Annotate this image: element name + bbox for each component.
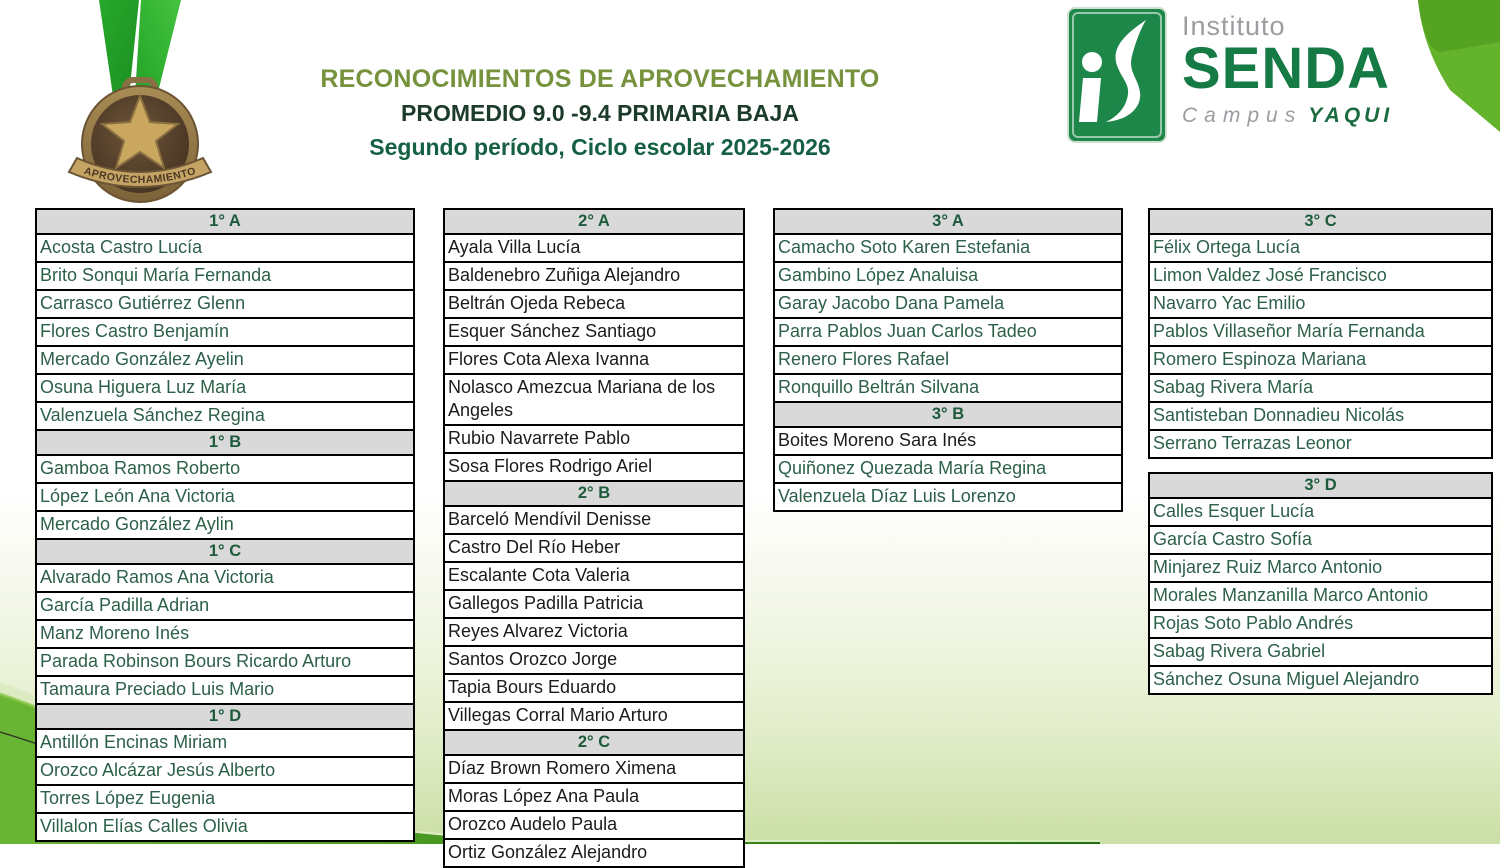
student-row: Renero Flores Rafael <box>775 347 1121 375</box>
student-row: Alvarado Ramos Ana Victoria <box>37 565 413 593</box>
student-row: Mercado González Aylin <box>37 512 413 540</box>
student-row: Mercado González Ayelin <box>37 347 413 375</box>
student-row: Garay Jacobo Dana Pamela <box>775 291 1121 319</box>
student-row: Reyes Alvarez Victoria <box>445 619 743 647</box>
group-header: 3° C <box>1150 210 1491 235</box>
student-row: Parada Robinson Bours Ricardo Arturo <box>37 649 413 677</box>
student-row: Esquer Sánchez Santiago <box>445 319 743 347</box>
title-block <box>220 62 980 164</box>
student-row: Barceló Mendívil Denisse <box>445 507 743 535</box>
group-header: 1° D <box>37 705 413 730</box>
student-row: Tapia Bours Eduardo <box>445 675 743 703</box>
group-header: 1° C <box>37 540 413 565</box>
student-row: Osuna Higuera Luz María <box>37 375 413 403</box>
student-row: Antillón Encinas Miriam <box>37 730 413 758</box>
student-row: Ronquillo Beltrán Silvana <box>775 375 1121 403</box>
student-row: Nolasco Amezcua Mariana de los Angeles <box>445 375 743 426</box>
student-row: Morales Manzanilla Marco Antonio <box>1150 583 1491 611</box>
student-row: Acosta Castro Lucía <box>37 235 413 263</box>
student-row: Sosa Flores Rodrigo Ariel <box>445 454 743 482</box>
student-row: Castro Del Río Heber <box>445 535 743 563</box>
student-row: Manz Moreno Inés <box>37 621 413 649</box>
achievement-medal-image <box>55 0 225 208</box>
student-row: Santos Orozco Jorge <box>445 647 743 675</box>
page-title: RECONOCIMIENTOS DE APROVECHAMIENTO <box>320 65 880 93</box>
student-row: Flores Castro Benjamín <box>37 319 413 347</box>
students-table <box>1148 472 1493 695</box>
student-row: Boites Moreno Sara Inés <box>775 428 1121 456</box>
school-logo <box>1066 6 1393 144</box>
students-table <box>1148 208 1493 459</box>
logo-institute-label: Instituto <box>1182 11 1286 41</box>
students-table <box>443 208 745 868</box>
group-header: 3° D <box>1150 474 1491 499</box>
group-header: 1° A <box>37 210 413 235</box>
student-row: Beltrán Ojeda Rebeca <box>445 291 743 319</box>
student-row: Sabag Rivera Gabriel <box>1150 639 1491 667</box>
student-row: Brito Sonqui María Fernanda <box>37 263 413 291</box>
page-subtitle-average: PROMEDIO 9.0 -9.4 PRIMARIA BAJA <box>401 100 799 126</box>
medal-banner-text: APROVECHAMIENTO <box>82 164 198 187</box>
group-header: 1° B <box>37 431 413 456</box>
logo-name-label: SENDA <box>1182 36 1391 101</box>
student-row: Gamboa Ramos Roberto <box>37 456 413 484</box>
student-row: Villegas Corral Mario Arturo <box>445 703 743 731</box>
column-grade-3ab <box>773 208 1123 512</box>
student-row: Rubio Navarrete Pablo <box>445 426 743 454</box>
student-row: Gallegos Padilla Patricia <box>445 591 743 619</box>
student-row: Valenzuela Díaz Luis Lorenzo <box>775 484 1121 510</box>
group-header: 2° C <box>445 731 743 756</box>
student-row: Tamaura Preciado Luis Mario <box>37 677 413 705</box>
student-row: Sabag Rivera María <box>1150 375 1491 403</box>
student-row: Serrano Terrazas Leonor <box>1150 431 1491 457</box>
student-row: Calles Esquer Lucía <box>1150 499 1491 527</box>
student-row: Minjarez Ruiz Marco Antonio <box>1150 555 1491 583</box>
logo-campus-name: YAQUI <box>1308 104 1394 127</box>
student-row: Carrasco Gutiérrez Glenn <box>37 291 413 319</box>
group-header: 3° A <box>775 210 1121 235</box>
student-row: Romero Espinoza Mariana <box>1150 347 1491 375</box>
student-row: Orozco Audelo Paula <box>445 812 743 840</box>
student-row: Torres López Eugenia <box>37 786 413 814</box>
student-row: Gambino López Analuisa <box>775 263 1121 291</box>
student-row: Ayala Villa Lucía <box>445 235 743 263</box>
student-row: Flores Cota Alexa Ivanna <box>445 347 743 375</box>
column-grade-3cd <box>1148 208 1493 695</box>
student-row: Villalon Elías Calles Olivia <box>37 814 413 840</box>
student-row: López León Ana Victoria <box>37 484 413 512</box>
group-header: 2° B <box>445 482 743 507</box>
students-table <box>35 208 415 842</box>
column-grade-2 <box>443 208 745 868</box>
group-header: 2° A <box>445 210 743 235</box>
student-row: Orozco Alcázar Jesús Alberto <box>37 758 413 786</box>
student-row: Félix Ortega Lucía <box>1150 235 1491 263</box>
student-row: Baldenebro Zuñiga Alejandro <box>445 263 743 291</box>
student-row: García Castro Sofía <box>1150 527 1491 555</box>
student-row: Rojas Soto Pablo Andrés <box>1150 611 1491 639</box>
student-row: Moras López Ana Paula <box>445 784 743 812</box>
student-row: Escalante Cota Valeria <box>445 563 743 591</box>
student-row: Ortiz González Alejandro <box>445 840 743 866</box>
senda-logo-icon <box>1066 6 1168 144</box>
page-subtitle-period: Segundo período, Ciclo escolar 2025-2026 <box>369 134 831 160</box>
student-row: Limon Valdez José Francisco <box>1150 263 1491 291</box>
column-grade-1 <box>35 208 415 842</box>
group-header: 3° B <box>775 403 1121 428</box>
student-row: Parra Pablos Juan Carlos Tadeo <box>775 319 1121 347</box>
student-row: Díaz Brown Romero Ximena <box>445 756 743 784</box>
student-row: Camacho Soto Karen Estefania <box>775 235 1121 263</box>
student-row: Navarro Yac Emilio <box>1150 291 1491 319</box>
corner-ribbon-decoration <box>1408 0 1500 140</box>
student-row: García Padilla Adrian <box>37 593 413 621</box>
students-table <box>773 208 1123 512</box>
student-row: Sánchez Osuna Miguel Alejandro <box>1150 667 1491 693</box>
logo-campus-label: Campus <box>1182 104 1303 127</box>
student-row: Quiñonez Quezada María Regina <box>775 456 1121 484</box>
student-row: Pablos Villaseñor María Fernanda <box>1150 319 1491 347</box>
student-row: Valenzuela Sánchez Regina <box>37 403 413 431</box>
student-row: Santisteban Donnadieu Nicolás <box>1150 403 1491 431</box>
